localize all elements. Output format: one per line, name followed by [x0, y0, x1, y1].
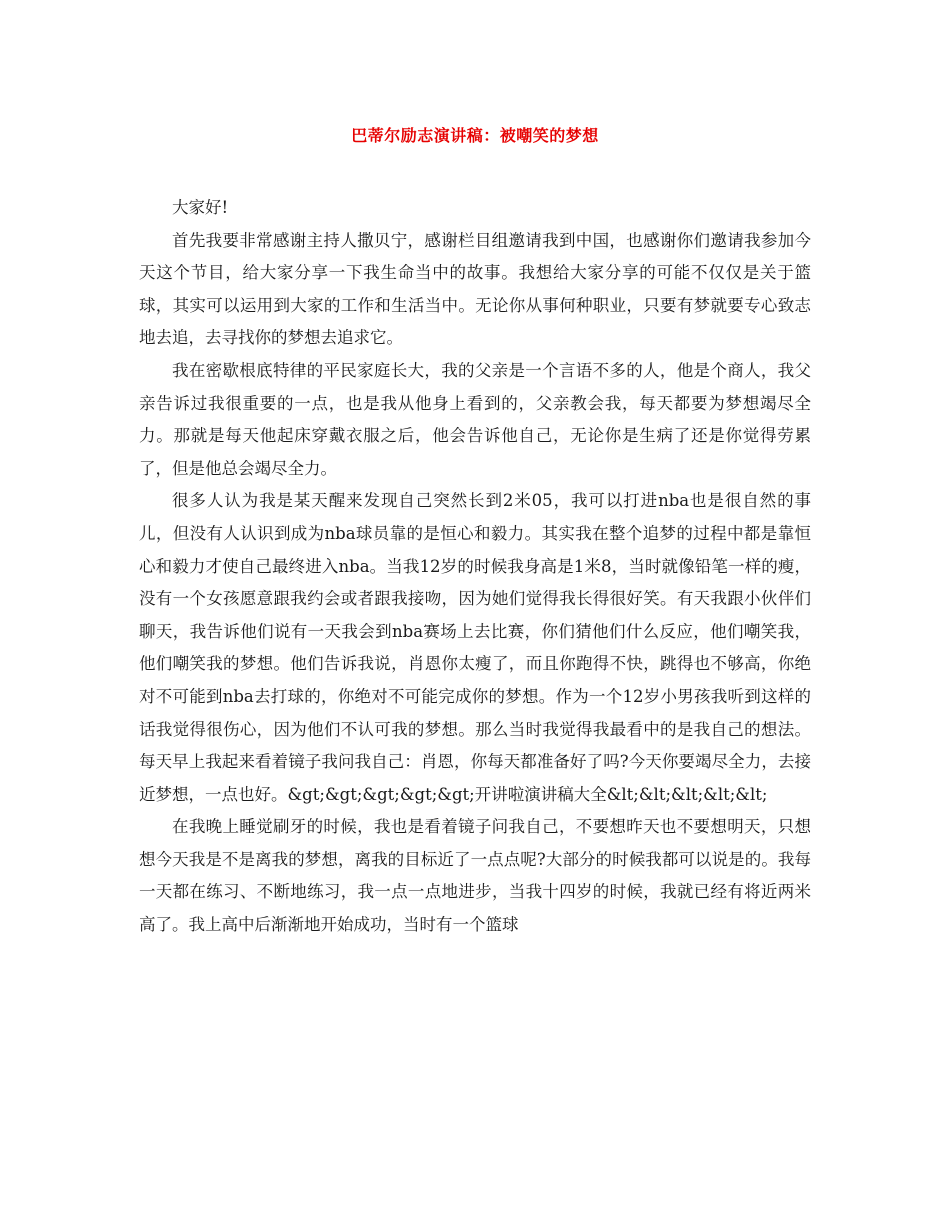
document-title: 巴蒂尔励志演讲稿：被嘲笑的梦想: [351, 126, 599, 145]
paragraph-mirror: 在我晚上睡觉刷牙的时候，我也是看着镜子问我自己，不要想昨天也不要想明天，只想想今天我是不是离我的梦想，离我的目标近了一点点呢?大部分的时候我都可以说是的。我每一天都在练习、不断地练习，我一点一点地进步，当我十四岁的时候，我就已经有将近两米高了。我上高中后渐渐地开始成功，当时有一个篮球: [139, 817, 811, 935]
document-body: [139, 192, 811, 942]
paragraph-thanks: 首先我要非常感谢主持人撒贝宁，感谢栏目组邀请我到中国，也感谢你们邀请我参加今天这个节目，给大家分享一下我生命当中的故事。我想给大家分享的可能不仅仅是关于篮球，其实可以运用到大家的工作和生活当中。无论你从事何种职业，只要有梦就要专心致志地去追，去寻找你的梦想去追求它。: [139, 230, 811, 348]
paragraph-father: 我在密歇根底特律的平民家庭长大，我的父亲是一个言语不多的人，他是个商人，我父亲告诉过我很重要的一点，也是我从他身上看到的，父亲教会我，每天都要为梦想竭尽全力。那就是每天他起床穿戴衣服之后，他会告诉他自己，无论你是生病了还是你觉得劳累了，但是他总会竭尽全力。: [139, 360, 811, 478]
paragraph-dream: 很多人认为我是某天醒来发现自己突然长到2米05，我可以打进nba也是很自然的事儿，但没有人认识到成为nba球员靠的是恒心和毅力。其实我在整个追梦的过程中都是靠恒心和毅力才使自己最终进入nba。当我12岁的时候我身高是1米8，当时就像铅笔一样的瘦，没有一个女孩愿意跟我约会或者跟我接吻，因为她们觉得我长得很好笑。有天我跟小伙伴们聊天，我告诉他们说有一天我会到nba赛场上去比赛，你们猜他们什么反应，他们嘲笑我，他们嘲笑我的梦想。他们告诉我说，肖恩你太瘦了，而且你跑得不快，跳得也不够高，你绝对不可能到nba去打球的，你绝对不可能完成你的梦想。作为一个12岁小男孩我听到这样的话我觉得很伤心，因为他们不认可我的梦想。那么当时我觉得我最看中的是我自己的想法。 每天早上我起来看着镜子我问我自己：肖恩，你每天都准备好了吗?今天你要竭尽全力，去接近梦想，一点也好。&gt;&gt;&gt;&gt;&gt;开讲啦演讲稿大全&lt;&lt;&lt;&lt;&lt;: [139, 491, 811, 804]
paragraph-greeting: 大家好!: [172, 198, 229, 217]
